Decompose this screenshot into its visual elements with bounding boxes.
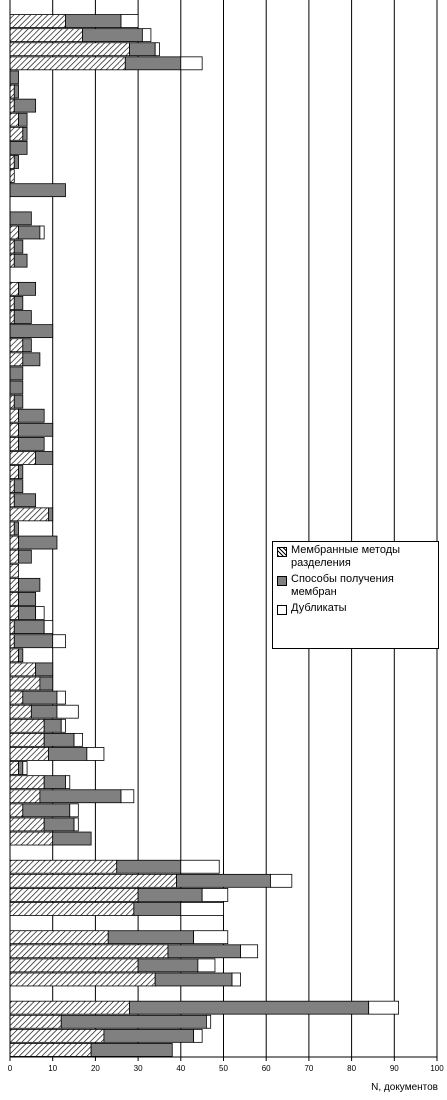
legend-item-membrane-methods <box>277 544 434 570</box>
bar-segment <box>14 635 52 648</box>
x-tick-label: 60 <box>261 1064 271 1073</box>
white-swatch-icon <box>277 605 287 615</box>
bar-segment <box>48 747 86 760</box>
bar-segment <box>10 212 31 225</box>
bar-segment <box>10 550 19 563</box>
bar-segment <box>57 705 78 718</box>
bar-segment <box>19 762 23 775</box>
bar-segment <box>10 29 83 42</box>
legend-label: Мембранные методы разделения <box>291 544 401 569</box>
bar-segment <box>108 931 193 944</box>
bar-segment <box>10 85 14 98</box>
bar-segment <box>10 508 48 521</box>
bar-segment <box>10 790 40 803</box>
bar-segment <box>40 226 44 239</box>
bar-segment <box>10 240 14 253</box>
bar-segment <box>10 592 19 605</box>
bar-segment <box>10 156 14 169</box>
bar-segment <box>61 719 65 732</box>
bar-segment <box>14 85 18 98</box>
bar-segment <box>14 494 35 507</box>
x-tick-label: 70 <box>304 1064 314 1073</box>
bar-segment <box>14 621 44 634</box>
bar-segment <box>23 691 57 704</box>
x-tick-label: 50 <box>219 1064 228 1073</box>
legend-label: Дубликаты <box>291 602 347 614</box>
bar-segment <box>14 296 23 309</box>
bar-segment <box>10 43 130 56</box>
bar-segment <box>125 57 181 70</box>
bar-segment <box>121 15 138 28</box>
bar-segment <box>10 480 14 493</box>
bar-segment <box>142 29 151 42</box>
bar-segment <box>10 423 19 436</box>
bar-segment <box>181 860 219 873</box>
bar-segment <box>121 790 134 803</box>
bar-segment <box>10 1029 104 1042</box>
bar-segment <box>10 691 23 704</box>
bar-segment <box>10 282 19 295</box>
bar-segment <box>10 325 53 338</box>
bar-segment <box>10 311 14 324</box>
bar-segment <box>177 874 271 887</box>
bar-segment <box>10 254 14 267</box>
bar-segment <box>23 762 27 775</box>
bar-segment <box>10 536 19 549</box>
x-tick-label: 100 <box>430 1064 444 1073</box>
bar-segment <box>10 395 14 408</box>
bar-segment <box>10 973 155 986</box>
bar-segment <box>10 832 53 845</box>
bar-segment <box>10 564 19 577</box>
bar-segment <box>10 451 36 464</box>
bar-segment <box>48 508 52 521</box>
bar-segment <box>70 804 79 817</box>
bar-segment <box>10 818 44 831</box>
bar-segment <box>87 747 104 760</box>
bar-segment <box>138 959 198 972</box>
bar-segment <box>19 226 40 239</box>
bar-segment <box>23 127 27 140</box>
bar-segment <box>138 888 202 901</box>
bar-segment <box>10 804 23 817</box>
bar-segment <box>19 578 40 591</box>
bar-segment <box>66 776 70 789</box>
bar-segment <box>44 776 65 789</box>
bar-segment <box>10 607 19 620</box>
bar-segment <box>10 15 66 28</box>
bar-segment <box>10 860 117 873</box>
bar-segment <box>10 409 19 422</box>
bar-segment <box>10 931 108 944</box>
bar-segment <box>19 409 45 422</box>
bar-segment <box>23 339 32 352</box>
bar-segment <box>181 57 202 70</box>
bar-segment <box>31 705 57 718</box>
bar-segment <box>19 607 36 620</box>
x-tick-label: 20 <box>90 1064 100 1073</box>
bar-segment <box>19 649 23 662</box>
bar-segment <box>66 15 122 28</box>
bar-segment <box>10 141 27 154</box>
bar-segment <box>36 451 53 464</box>
bar-segment <box>19 466 23 479</box>
bar-segment <box>14 240 23 253</box>
bar-segment <box>10 776 44 789</box>
x-tick-label: 10 <box>48 1064 58 1073</box>
bar-segment <box>10 621 14 634</box>
bar-segment <box>10 437 19 450</box>
bar-segment <box>206 1015 210 1028</box>
bar-segment <box>194 931 228 944</box>
bar-segment <box>10 113 19 126</box>
bar-segment <box>23 804 70 817</box>
bar-segment <box>10 296 14 309</box>
bar-segment <box>44 733 74 746</box>
bar-segment <box>74 818 78 831</box>
bar-segment <box>19 437 45 450</box>
bar-segment <box>10 184 66 197</box>
bar-segment <box>10 466 19 479</box>
bar-segment <box>10 127 23 140</box>
bar-segment <box>36 607 45 620</box>
bar-segment <box>10 762 19 775</box>
bar-segment <box>14 311 31 324</box>
bar-segment <box>134 903 181 916</box>
bar-segment <box>270 874 291 887</box>
bar-segment <box>10 339 23 352</box>
bar-segment <box>10 170 14 183</box>
bar-segment <box>10 705 31 718</box>
x-tick-label: 30 <box>133 1064 143 1073</box>
bar-segment <box>10 959 138 972</box>
bar-segment <box>53 635 66 648</box>
x-axis-title: N, документов <box>371 1082 438 1093</box>
bar-segment <box>14 99 35 112</box>
bar-segment <box>19 282 36 295</box>
bar-segment <box>36 663 53 676</box>
bar-segment <box>241 945 258 958</box>
bar-segment <box>10 57 125 70</box>
bar-segment <box>19 536 57 549</box>
bar-segment <box>91 1043 172 1056</box>
bar-segment <box>10 578 19 591</box>
bar-segment <box>10 945 168 958</box>
legend <box>272 541 439 649</box>
bar-segment <box>10 1001 130 1014</box>
bar-segment <box>10 874 177 887</box>
bar-segment <box>19 113 28 126</box>
bar-segment <box>14 254 27 267</box>
bar-segment <box>10 353 23 366</box>
x-tick-label: 40 <box>176 1064 186 1073</box>
bar-segment <box>10 719 44 732</box>
bar-segment <box>19 423 53 436</box>
bar-segment <box>40 677 53 690</box>
bar-segment <box>10 226 19 239</box>
x-tick-label: 0 <box>7 1064 13 1073</box>
bar-segment <box>155 43 159 56</box>
bar-segment <box>10 1043 91 1056</box>
bar-segment <box>194 1029 203 1042</box>
bar-segment <box>10 635 14 648</box>
bar-segment <box>19 592 36 605</box>
bar-segment <box>10 649 19 662</box>
bar-segment <box>10 903 134 916</box>
bar-segment <box>10 494 14 507</box>
bar-segment <box>83 29 143 42</box>
bar-segment <box>10 99 14 112</box>
bar-segment <box>53 832 91 845</box>
bar-segment <box>14 395 23 408</box>
bar-segment <box>130 43 156 56</box>
bar-segment <box>232 973 241 986</box>
bar-segment <box>14 522 18 535</box>
x-tick-label: 90 <box>389 1064 399 1073</box>
gray-swatch-icon <box>277 576 287 586</box>
hatched-swatch-icon <box>277 547 287 557</box>
legend-label: Способы получения мембран <box>291 573 394 598</box>
bar-segment <box>10 663 36 676</box>
bar-segment <box>44 719 61 732</box>
bar-segment <box>181 903 224 916</box>
bar-segment <box>74 733 83 746</box>
bar-segment <box>10 733 44 746</box>
legend-item-membrane-production <box>277 573 434 599</box>
bar-segment <box>44 818 74 831</box>
bar-segment <box>130 1001 369 1014</box>
bar-segment <box>10 747 48 760</box>
bar-segment <box>10 71 19 84</box>
bar-segment <box>10 367 23 380</box>
bar-segment <box>117 860 181 873</box>
bar-segment <box>19 550 32 563</box>
bar-segment <box>14 156 18 169</box>
bar-segment <box>10 381 23 394</box>
x-tick-label: 80 <box>347 1064 357 1073</box>
bar-segment <box>40 790 121 803</box>
bar-segment <box>155 973 232 986</box>
bar-segment <box>202 888 228 901</box>
bar-segment <box>10 522 14 535</box>
bar-segment <box>104 1029 194 1042</box>
bar-segment <box>198 959 215 972</box>
bar-segment <box>369 1001 399 1014</box>
bar-segment <box>168 945 241 958</box>
bar-segment <box>44 621 53 634</box>
bar-segment <box>10 677 40 690</box>
bar-segment <box>10 888 138 901</box>
bar-segment <box>14 480 23 493</box>
bar-segments <box>10 15 399 1057</box>
bar-segment <box>61 1015 206 1028</box>
bar-segment <box>57 691 66 704</box>
bar-segment <box>10 1015 61 1028</box>
legend-item-duplicates <box>277 602 434 615</box>
bar-segment <box>23 353 40 366</box>
